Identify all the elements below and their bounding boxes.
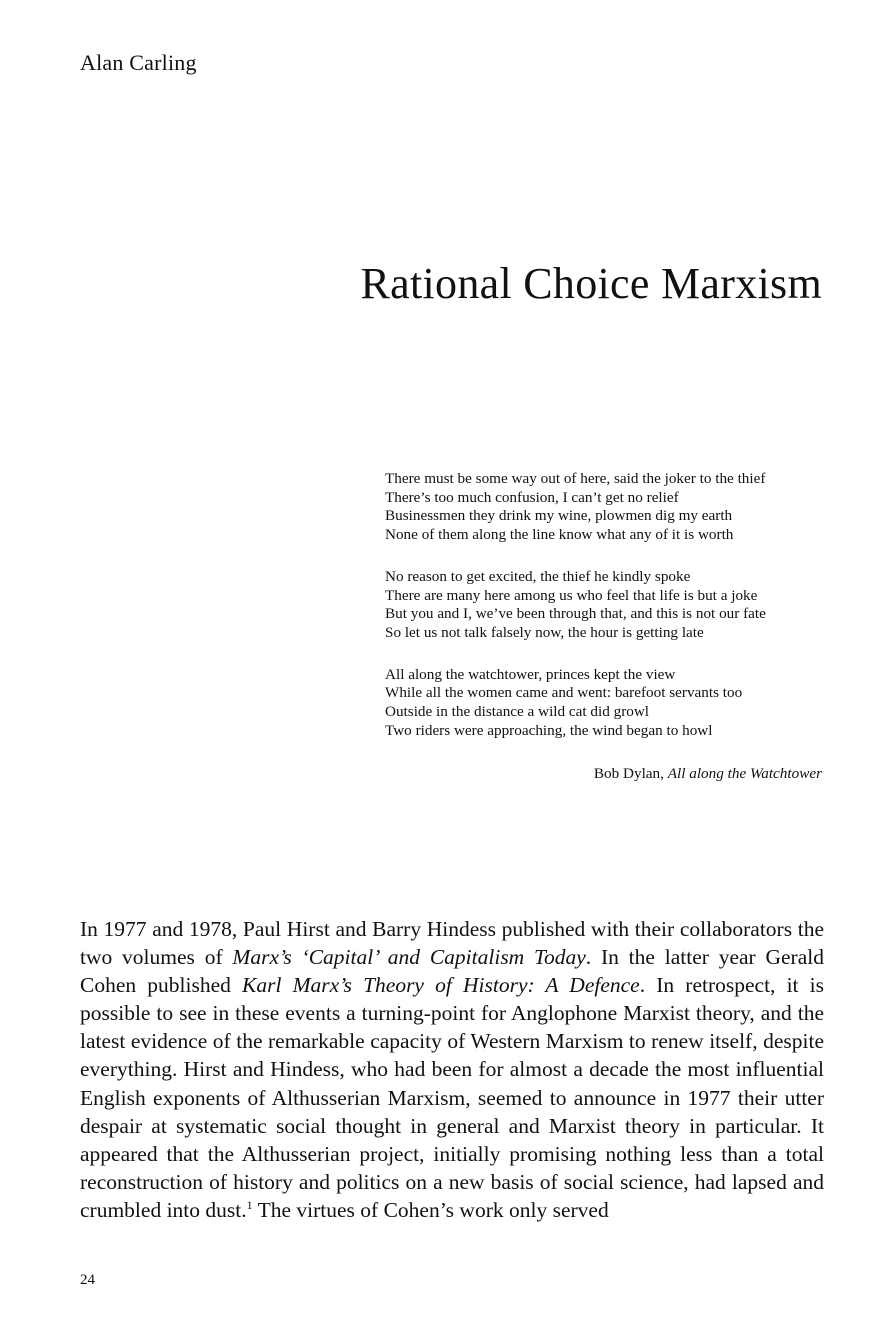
body-text-segment: In 1977 and 1978, Paul Hirst and Barry Hindess published with their collaborators the two volumes of bbox=[80, 917, 824, 970]
footnote-reference[interactable]: 1 bbox=[246, 1197, 253, 1212]
book-title: Marx’s ‘Capital’ and Capitalism Today bbox=[232, 945, 586, 970]
epigraph-stanza-1 bbox=[385, 470, 830, 545]
epigraph-line: So let us not talk falsely now, the hour is getting late bbox=[385, 623, 704, 641]
epigraph-line: None of them along the line know what any of it is worth bbox=[385, 526, 734, 544]
book-title: Karl Marx’s Theory of History: A Defence bbox=[242, 973, 640, 998]
attribution-author: Bob Dylan, bbox=[593, 765, 664, 782]
epigraph-line: There’s too much confusion, I can’t get no relief bbox=[385, 488, 679, 506]
author-name: Alan Carling bbox=[80, 50, 197, 75]
epigraph-line: Businessmen they drink my wine, plowmen dig my earth bbox=[385, 507, 733, 525]
body-text-segment: . In the latter year Gerald Cohen published bbox=[80, 945, 824, 998]
page-number: 24 bbox=[80, 1272, 95, 1288]
epigraph-line: There are many here among us who feel that life is but a joke bbox=[385, 586, 758, 604]
epigraph-stanza-2 bbox=[385, 568, 830, 643]
epigraph-stanza-3 bbox=[385, 666, 830, 741]
epigraph-line: All along the watchtower, princes kept the view bbox=[385, 665, 676, 683]
epigraph-attribution bbox=[385, 765, 822, 783]
body-text-segment: . In retrospect, it is possible to see in these events a turning-point for Anglophone Marxist theory, and the latest evidence of the remarkable capacity of Western Marxism to renew itself, despite everything. Hirst and Hindess, who had been for almost a decade the most influential English exponents of Althusserian Marxism, seemed to announce in 1977 their utter despair at systematic social thought in general and Marxist theory in particular. It appeared that the Althusserian project, initially promising nothing less than a total reconstruction of history and politics on a new basis of social science, had lapsed and crumbled into dust. bbox=[80, 973, 824, 1222]
epigraph-line: No reason to get excited, the thief he kindly spoke bbox=[385, 567, 691, 585]
epigraph-line: Outside in the distance a wild cat did growl bbox=[385, 703, 650, 721]
epigraph bbox=[385, 470, 830, 763]
body-paragraph bbox=[80, 915, 824, 1224]
epigraph-line: Two riders were approaching, the wind began to howl bbox=[385, 721, 713, 739]
epigraph-line: While all the women came and went: barefoot servants too bbox=[385, 684, 743, 702]
body-text-segment: The virtues of Cohen’s work only served bbox=[252, 1197, 609, 1222]
article-title: Rational Choice Marxism bbox=[360, 259, 822, 308]
attribution-work: All along the Watchtower bbox=[667, 765, 822, 782]
epigraph-line: There must be some way out of here, said the joker to the thief bbox=[385, 470, 766, 487]
epigraph-line: But you and I, we’ve been through that, and this is not our fate bbox=[385, 605, 766, 623]
